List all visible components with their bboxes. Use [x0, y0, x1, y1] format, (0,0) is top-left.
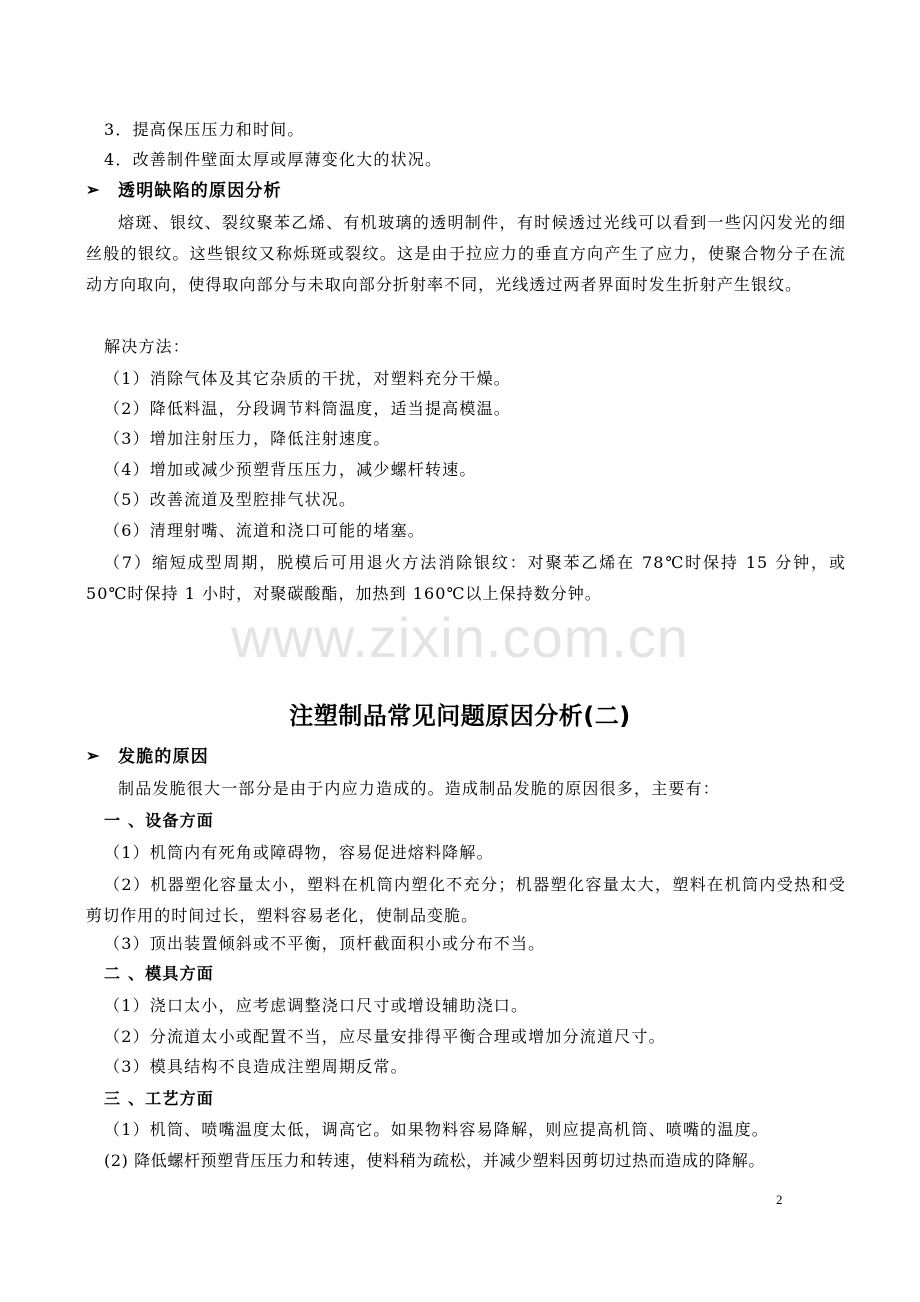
list-item: 3．提高保压压力和时间。 [104, 120, 305, 139]
solution-step: （4）增加或减少预塑背压压力，减少螺杆转速。 [104, 460, 477, 479]
solution-step-7: （7）缩短成型周期，脱模后可用退火方法消除银纹：对聚苯乙烯在 78℃时保持 15 分钟，或 50℃时保持 1 小时，对聚碳酸酯，加热到 160℃以上保持数分钟。 [86, 553, 846, 603]
watermark: www.zixin.com.cn [231, 606, 689, 669]
equipment-item: （1）机筒内有死角或障碍物，容易促进熔料降解。 [104, 843, 494, 862]
section-heading-transparent: 透明缺陷的原因分析 [118, 181, 282, 201]
process-item: (2) 降低螺杆预塑背压压力和转速，使料稍为疏松，并减少塑料因剪切过热而造成的降解。 [104, 1151, 765, 1170]
solution-step: （5）改善流道及型腔排气状况。 [104, 490, 357, 509]
list-item: 4．改善制件壁面太厚或厚薄变化大的状况。 [104, 150, 443, 169]
solution-label: 解决方法： [104, 337, 191, 356]
arrow-bullet-icon: ➢ [86, 180, 100, 199]
subheading-process: 三 、工艺方面 [104, 1089, 214, 1108]
solution-step: （3）增加注射压力，降低注射速度。 [104, 429, 391, 448]
equipment-item: （3）顶出装置倾斜或不平衡，顶杆截面积小或分布不当。 [104, 934, 546, 953]
brittle-intro: 制品发脆很大一部分是由于内应力造成的。造成制品发脆的原因很多，主要有： [118, 779, 721, 798]
mold-item: （2）分流道太小或配置不当，应尽量安排得平衡合理或增加分流道尺寸。 [104, 1027, 666, 1046]
solution-step: （1）消除气体及其它杂质的干扰，对塑料充分干燥。 [104, 369, 511, 388]
process-item: （1）机筒、喷嘴温度太低，调高它。如果物料容易降解，则应提高机筒、喷嘴的温度。 [104, 1120, 769, 1139]
mold-item: （3）模具结构不良造成注塑周期反常。 [104, 1057, 408, 1076]
solution-step: （2）降低料温，分段调节料筒温度，适当提高模温。 [104, 399, 511, 418]
page-title: 注塑制品常见问题原因分析(二) [289, 702, 631, 730]
subheading-equipment: 一 、设备方面 [104, 811, 214, 830]
solution-step: （6）清理射嘴、流道和浇口可能的堵塞。 [104, 521, 425, 540]
equipment-item: （2）机器塑化容量太小，塑料在机筒内塑化不充分；机器塑化容量太大，塑料在机筒内受热和受剪切作用的时间过长，塑料容易老化，使制品变脆。 [86, 875, 846, 925]
mold-item: （1）浇口太小，应考虑调整浇口尺寸或增设辅助浇口。 [104, 996, 529, 1015]
page-number: 2 [776, 1192, 783, 1207]
section-heading-brittle: 发脆的原因 [118, 747, 209, 767]
transparent-paragraph: 熔斑、银纹、裂纹聚苯乙烯、有机玻璃的透明制件，有时候透过光线可以看到一些闪闪发光的细丝般的银纹。这些银纹又称烁斑或裂纹。这是由于拉应力的垂直方向产生了应力，使聚合物分子在流动方向取向，使得取向部分与未取向部分折射率不同，光线透过两者界面时发生折射产生银纹。 [86, 213, 846, 294]
subheading-mold: 二 、模具方面 [104, 964, 214, 983]
arrow-bullet-icon: ➢ [86, 746, 100, 765]
